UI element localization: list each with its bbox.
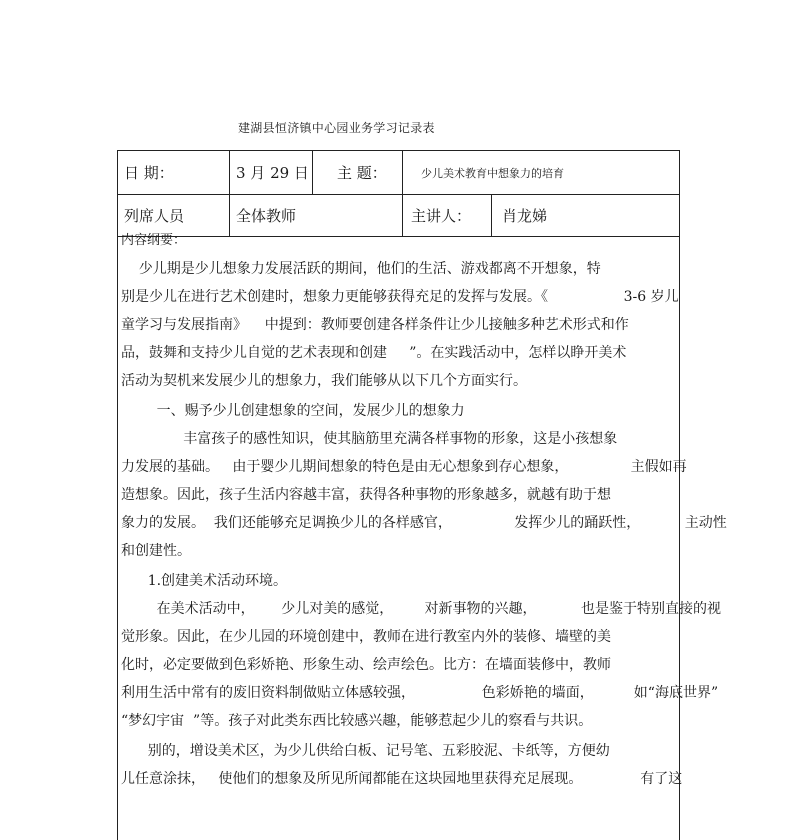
content-line: 少儿期是少儿想象力发展活跃的期间，他们的生活、游戏都离不开想象，特 [121, 261, 601, 277]
topic-label: 主 题： [313, 151, 403, 194]
attendees-value: 全体教师 [230, 194, 403, 236]
header-row-date-topic [118, 151, 679, 195]
subsection-heading: 1.创建美术活动环境。 [121, 573, 288, 589]
content-line: 别是少儿在进行艺术创建时，想象力更能够获得充足的发挥与发展。《 3-6 岁儿 [121, 289, 679, 305]
content-line: 化时，必定要做到色彩娇艳、形象生动、绘声绘色。比方：在墙面装修中，教师 [121, 657, 611, 673]
content-line: 儿任意涂抹， 使他们的想象及所见所闻都能在这块园地里获得充足展现。 有了这 [121, 771, 683, 787]
content-line: 丰富孩子的感性知识，使其脑筋里充满各样事物的形象，这是小孩想象 [121, 431, 618, 447]
speaker-label: 主讲人： [403, 194, 492, 236]
record-table [117, 150, 727, 840]
header-row-attendees-speaker [118, 194, 679, 237]
content-line: 和创建性。 [121, 543, 191, 559]
date-value: 3 月 29 日 [230, 151, 313, 194]
section-heading: 一、赐予少儿创建想象的空间，发展少儿的想象力 [121, 403, 465, 419]
content-line: 别的，增设美术区，为少儿供给白板、记号笔、五彩胶泥、卡纸等，方便幼 [121, 743, 610, 759]
content-line: 品，鼓舞和支持少儿自觉的艺术表现和创建 ”。在实践活动中，怎样以睁开美术 [121, 345, 627, 361]
document-title: 建湖县恒济镇中心园业务学习记录表 [238, 121, 435, 135]
attendees-label: 列席人员 [118, 194, 230, 236]
content-label: 内容纲要： [121, 233, 187, 248]
content-line: “梦幻宇宙 ”等。孩子对此类东西比较感兴趣，能够惹起少儿的察看与共识。 [121, 713, 593, 729]
content-line: 在美术活动中， 少儿对美的感觉， 对新事物的兴趣， 也是鉴于特别直接的视 [121, 601, 721, 617]
topic-value: 少儿美术教育中想象力的培育 [421, 166, 564, 180]
content-line: 童学习与发展指南》 中提到：教师要创建各样条件让少儿接触多种艺术形式和作 [121, 317, 629, 333]
speaker-value: 肖龙娣 [502, 206, 548, 225]
content-line: 觉形象。因此，在少儿园的环境创建中，教师在进行教室内外的装修、墙壁的美 [121, 629, 611, 645]
content-line: 象力的发展。 我们还能够充足调换少儿的各样感官， 发挥少儿的踊跃性， 主动性 [121, 515, 727, 531]
date-label: 日 期： [118, 151, 230, 194]
content-line: 力发展的基础。 由于婴少儿期间想象的特色是由无心想象到存心想象， 主假如再 [121, 459, 687, 475]
content-line: 活动为契机来发展少儿的想象力，我们能够从以下几个方面实行。 [121, 373, 527, 389]
content-line: 造想象。因此，孩子生活内容越丰富，获得各种事物的形象越多，就越有助于想 [121, 487, 611, 503]
content-line: 利用生活中常有的废旧资料制做贴立体感较强， 色彩娇艳的墙面， 如“海底世界” [121, 685, 719, 701]
